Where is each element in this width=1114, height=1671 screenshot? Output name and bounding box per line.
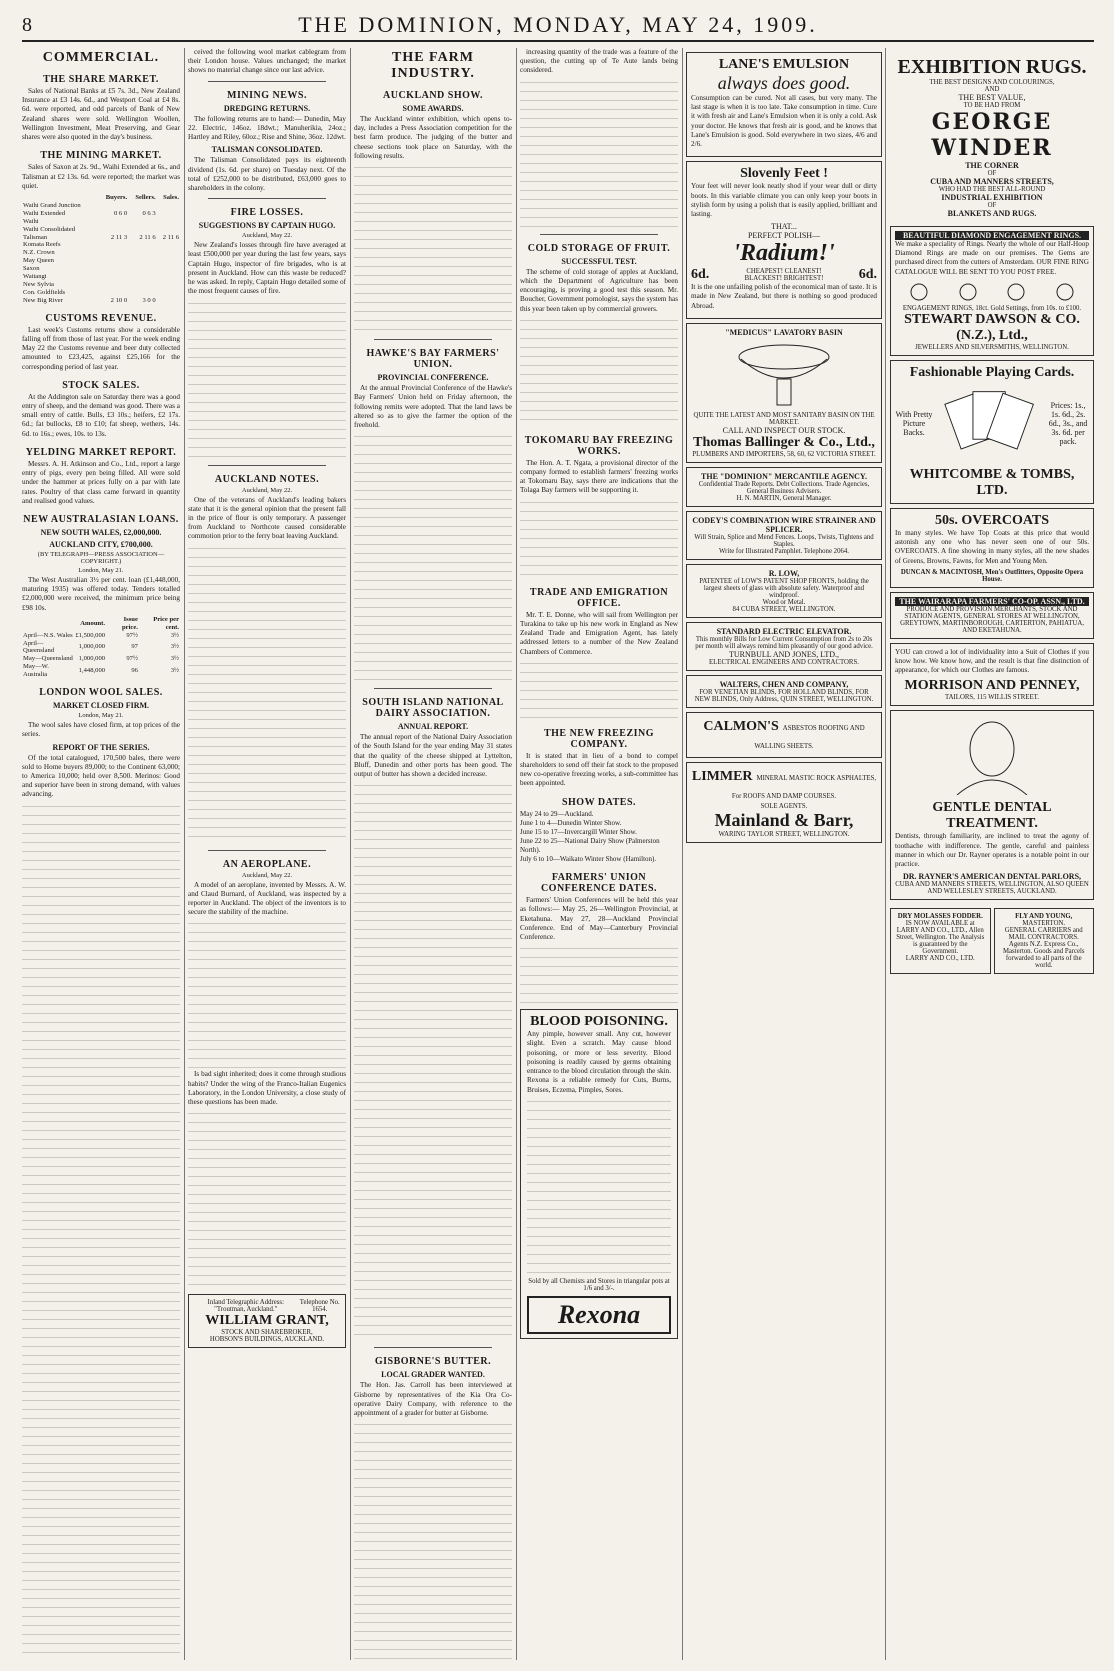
ad-text: OF [987, 202, 997, 209]
table-row: April—N.S. Wales £1,500,000 97½ 3½ [23, 631, 179, 639]
section-heading: COMMERCIAL. [42, 50, 160, 65]
article-heading: THE NEW FREEZING COMPANY. [543, 727, 655, 750]
ring-icon [908, 280, 930, 302]
body-text-lines [188, 545, 346, 845]
overcoats-ad [890, 508, 1094, 588]
ad-text: Consumption can be cured. Not all cases, but very many. The last stage is when it is too late. Take consumption in time. Cure it with fresh air and Lane's Emulsion when it is only a cold. Ask your doctor. He knows that fresh air is good, and he knows that Lane's Emulsion is good. Sold everywhere in two sizes, 4/6 and 2/6. [691, 94, 877, 149]
rexona-ad [520, 1009, 678, 1339]
article-text: The Talisman Consolidated pays its eighteenth dividend (1s. 6d. per share) on Tuesday next. Of the total of £252,000 to be distributed, £63,000 goes to shareholders in the colony. [188, 156, 346, 192]
column-rule [516, 48, 517, 1660]
ad-text: PLUMBERS AND IMPORTERS, 58, 60, 62 VICTORIA STREET. [692, 450, 876, 458]
lanes-emulsion-ad [686, 52, 882, 157]
divider [374, 688, 492, 689]
ad-heading: Mainland & Barr, [714, 809, 854, 830]
ad-heading: EXHIBITION RUGS. [897, 56, 1087, 78]
ad-text: HOBSON'S BUILDINGS, AUCKLAND. [209, 1336, 325, 1344]
dental-ad [890, 710, 1094, 900]
article-subheading: AUCKLAND CITY, £700,000. [49, 539, 153, 549]
ad-text: Sold by all Chemists and Stores in triangular pots at 1/6 and 3/-. [528, 1277, 670, 1292]
article-text: The Hon. A. T. Ngata, a provisional director of the company formed to establish farmers' freezing works at Tokomaru Bay, says there are indications that the Tolaga Bay farmers will be supporting it. [520, 458, 678, 495]
article-heading: AN AEROPLANE. [222, 858, 312, 870]
ad-text: PATENTEE of LOW'S PATENT SHOP FRONTS, holding the largest sheets of glass with absolute safety. Waterproof and windproof. [699, 577, 869, 599]
article-text: The following returns are to hand:— Dunedin, May 22. Electric, 146oz. 18dwt.; Manuherikia, 24oz.; Hartley and Riley, 60oz.; Rise and Shine, 36oz. 12dwt. [188, 114, 346, 142]
divider [374, 1347, 492, 1348]
ring-icon [1054, 280, 1076, 302]
list-item: June 1 to 4—Dunedin Winter Show. [520, 818, 622, 827]
table-row: N.Z. Crown [23, 249, 55, 257]
body-text-lines [520, 499, 678, 579]
ad-heading: Thomas Ballinger & Co., Ltd., [693, 434, 875, 450]
column-news-2 [520, 48, 678, 1660]
body-text-lines [520, 79, 678, 229]
body-text-lines [354, 433, 512, 683]
article-heading: STOCK SALES. [62, 379, 140, 391]
byline: (BY TELEGRAPH—PRESS ASSOCIATION—COPYRIGHT.) [37, 550, 165, 565]
article-text: increasing quantity of the trade was a feature of the question, the cutting up of Te Aute lands being considered. [520, 48, 678, 75]
loans-table: Amount. Issue price. Price per cent. April—N.S. Wales £1,500,000 97½ 3½ April—Queensland 1,000,000 97 3½ May—Queensland 1,000,000 97½ 3½ May—W. Australia 1,448,000 96 3½ [23, 615, 179, 679]
section-heading: THE FARM INDUSTRY. [391, 50, 475, 81]
article-text: At the Addington sale on Saturday there was a good entry of sheep, and the demand was good. There was a small entry of cattle. Bulls, £3 10s.; heifers, £2 17s. 6d.; fat bullocks, £8 to £10; fat sheep, wethers, 14s. 6d. to 16s.; ewes, 10s. to 13s. [22, 392, 180, 438]
article-text: Sales of National Banks at £5 7s. 3d., New Zealand Insurance at £3 14s. 6d., and Westport Coal at £4 8s. 6d. were reported, and odd parcels of Bank of New Zealand shares were sold. Wellington Woollen, Wellington Investment, Meat Preserving, and Gear shares were also quoted in the day's business. [22, 87, 180, 142]
cards-fan-illustration [933, 382, 1047, 466]
ad-text: ASBESTOS ROOFING AND WALLING SHEETS. [754, 724, 865, 750]
ad-heading: CODEY'S COMBINATION WIRE STRAINER AND SPLICER. [692, 515, 876, 534]
dateline: London, May 21. [78, 712, 124, 720]
ad-heading: FLY AND YOUNG, [1015, 913, 1073, 921]
article-subheading: TALISMAN CONSOLIDATED. [211, 145, 323, 155]
article-text: Is bad sight inherited; does it come through studious habits? Under the wing of the Franco-Italian Eugenics Laboratory, in the London University, a close study of these questions has been made. [188, 1070, 346, 1107]
article-text: Mr. T. E. Donne, who will sail from Wellington per Turakina to take up his new work in England as New Zealand Trade and Emigration Agent, has lately addressed letters to a number of the New Zealand Chambers of Commerce. [520, 610, 678, 656]
table-row: Waihi Extended 0 6 0 0 6 3 [23, 209, 156, 217]
column-farm [354, 48, 512, 1660]
ad-text: THAT... [771, 222, 797, 232]
ad-text: GENERAL CARRIERS and MAIL CONTRACTORS. Agents N.Z. Express Co., Masterton. Goods and Parcels forwarded to all parts of the world. [1002, 927, 1085, 970]
table-row: Saxon [23, 265, 40, 273]
ad-heading: BEAUTIFUL DIAMOND ENGAGEMENT RINGS. [895, 231, 1089, 240]
mercantile-agency-ad [686, 467, 882, 507]
ad-heading: CALMON'S [703, 718, 779, 734]
body-text-lines [527, 1098, 671, 1278]
ad-text: THE BEST VALUE, [958, 93, 1026, 102]
ad-text: STOCK AND SHAREBROKER, [221, 1329, 313, 1337]
ad-text: Any pimple, however small. Any cut, however slight. Even a scratch. May cause blood poisoning, or more or less severity. Blood poisoning is readily caused by germs obtaining entrance to the blood circulation through the skin. Rexona is a reliable remedy for Cuts, Burns, Bruises, Eczema, Pimples, Sores. [527, 1030, 671, 1094]
dentist-portrait-illustration [937, 715, 1047, 795]
ad-text: MINERAL MASTIC ROCK ASPHALTES, For ROOFS AND DAMP COURSES. [731, 774, 877, 800]
ad-text: CALL AND INSPECT OUR STOCK. [722, 425, 846, 435]
ad-heading: "MEDICUS" LAVATORY BASIN [725, 327, 843, 337]
ad-text: Your feet will never look neatly shod if your wear dull or dirty boots. In this variable climate you can only keep your boots in stylish form by using a polish that is easily applied, brilliant and lasting. [691, 182, 877, 218]
ad-text: We make a speciality of Rings. Nearly the whole of our Half-Hoop Diamond Rings are made on our premises. The Gems are purchased direct from the cutters of Amsterdam. OUR FINE RING CATALOGUE WILL BE SENT TO YOU POST FREE. [895, 240, 1089, 276]
exhibition-rugs-ad [890, 52, 1094, 222]
article-heading: FARMERS' UNION CONFERENCE DATES. [540, 872, 658, 895]
article-text: A model of an aeroplane, invented by Messrs. A. W. and Claud Burnard, of Auckland, was inspected by a reporter in Auckland. The object of the inventors is to secure the stability of the machine. [188, 880, 346, 917]
masthead [22, 10, 1094, 42]
body-text-lines [188, 920, 346, 1070]
ring-illustrations [895, 280, 1089, 302]
column-news [188, 48, 346, 1660]
table-row: May—W. Australia 1,448,000 96 3½ [23, 663, 179, 679]
dateline: Auckland, May 22. [241, 486, 293, 494]
ads-right-stack [890, 48, 1094, 978]
ad-text: WHO HAD THE BEST ALL-ROUND [938, 186, 1046, 193]
ad-heading: STEWART DAWSON & CO. (N.Z.), Ltd., [904, 311, 1080, 343]
ad-text: FOR VENETIAN BLINDS, FOR HOLLAND BLINDS, FOR NEW BLINDS, Only Address, QUIN STREET, WELLINGTON. [694, 688, 874, 703]
divider [374, 339, 492, 340]
cards-row [895, 381, 1089, 467]
ad-text: Prices: 1s., 1s. 6d., 2s. 6d., 3s., and 3s. 6d. per pack. [1048, 401, 1088, 447]
ad-text: 84 CUBA STREET, WELLINGTON. [732, 605, 836, 613]
ad-heading: GENTLE DENTAL TREATMENT. [932, 800, 1052, 832]
divider [208, 198, 326, 199]
ad-tagline: always does good. [717, 73, 851, 93]
ad-heading: DRY MOLASSES FODDER. [897, 913, 983, 921]
body-text-lines [354, 164, 512, 334]
ad-text: Inland Telegraphic Address: "Troutman, Auckland." [207, 1299, 284, 1314]
ring-icon [1005, 280, 1027, 302]
ad-text: In many styles. We have Top Coats at this price that would astonish any one who has never seen one of our 50s. OVERCOATS. A fine showing in many styles, all the new shades of Greens, Browns, Fawns, for Men and Young Men. [895, 528, 1089, 565]
article-heading: CUSTOMS REVENUE. [45, 312, 157, 324]
ad-heading: WALTERS, CHEN AND COMPANY, [719, 679, 849, 689]
article-text: ceived the following wool market cablegram from their London house. Values unchanged; the market shows no material change since our last advice. [188, 48, 346, 75]
list-item: May 24 to 29—Auckland. [520, 809, 594, 818]
ad-text: OF [987, 170, 997, 177]
article-subheading: MARKET CLOSED FIRM. [52, 701, 150, 711]
ad-text: Will Strain, Splice and Mend Fences. Loops, Twists, Tightens and Staples. [694, 533, 874, 548]
article-heading: AUCKLAND SHOW. [383, 90, 483, 101]
ad-text: INDUSTRIAL EXHIBITION [941, 193, 1043, 202]
ad-heading: WHITCOMBE & TOMBS, LTD. [909, 466, 1075, 498]
article-heading: NEW AUSTRALASIAN LOANS. [23, 513, 179, 525]
table-row: May Queen [23, 257, 54, 265]
ad-text: With Pretty Picture Backs. [895, 410, 933, 438]
mining-table: Buyers. Sellers. Sales. Waihi Grand Junction Waihi Extended 0 6 0 0 6 3 Waihi Waihi Consolidated Talisman 2 11 3 2 11 6 2 11 6 Komata Reefs N.Z. Crown May Queen Saxon Waitangi New Sylvia Con. Goldfields New Big River 2 10 0 3 0 0 [23, 193, 179, 304]
article-subheading: DREDGING RETURNS. [223, 103, 311, 113]
wairarapa-ad [890, 592, 1094, 639]
ad-heading: 50s. OVERCOATS [934, 512, 1050, 528]
basin-illustration [729, 337, 839, 407]
article-heading: THE MINING MARKET. [40, 150, 162, 162]
table-row: Waihi [23, 217, 39, 225]
ad-heading: DR. RAYNER'S AMERICAN DENTAL PARLORS, [902, 872, 1082, 882]
table-row: Waihi Grand Junction [23, 201, 81, 209]
article-heading: HAWKE'S BAY FARMERS' UNION. [366, 348, 500, 371]
article-heading: MINING NEWS. [227, 89, 307, 101]
body-text-lines [354, 1421, 512, 1660]
column-ads [686, 48, 1094, 1660]
playing-cards-ad [890, 360, 1094, 504]
article-text: At the annual Provincial Conference of the Hawke's Bay Farmers' Union held on Friday afternoon, the following remits were adopted. That the land laws be altered so as to give the farmer the option of the freehold. [354, 384, 512, 429]
column-rule [350, 48, 351, 1660]
list-item: June 15 to 17—Invercargill Winter Show. [520, 827, 637, 836]
article-text: The Hon. Jas. Carroll has been interviewed at Gisborne by representatives of the Kia Ora Co-operative Dairy Company, with reference to the appointment of a grader for butter at Gisborne. [354, 1381, 512, 1417]
article-heading: LONDON WOOL SALES. [39, 687, 163, 699]
article-subheading: ANNUAL REPORT. [397, 722, 469, 732]
article-text: The West Australian 3½ per cent. loan (£1,448,000, maturing 1935) was offered today. Tenders totalled £2,000,000 were received, the minimum price being £98 10s. [22, 575, 180, 612]
ad-heading: GEORGE WINDER [931, 109, 1053, 161]
ad-text: This monthly Bills for Low Current Consumption from 2s to 20s per month will always remind him pleasantly of our good advice. [695, 635, 873, 650]
article-heading: TOKOMARU BAY FREEZING WORKS. [524, 434, 674, 457]
ad-text: DUNCAN & MACINTOSH, Men's Outfitters, Opposite Opera House. [900, 568, 1084, 583]
ad-text: MASTERTON. [1022, 920, 1066, 928]
article-text: Messrs. A. H. Atkinson and Co., Ltd., report a large entry of pigs, every pen being filled. All were sold under the hammer at prices fully on a par with late rates. Poultry of that class came forward in quantity and realised good values. [22, 459, 180, 505]
diamond-rings-ad [890, 226, 1094, 356]
bottom-ads-row [890, 904, 1094, 978]
divider [208, 850, 326, 851]
article-heading: COLD STORAGE OF FRUIT. [527, 242, 671, 254]
page-title: THE DOMINION, MONDAY, MAY 24, 1909. [298, 12, 818, 37]
radium-polish-ad [686, 161, 882, 319]
list-item: July 6 to 10—Waikato Winter Show (Hamilton). [520, 855, 657, 864]
ad-text: JEWELLERS AND SILVERSMITHS, WELLINGTON. [915, 343, 1069, 351]
rexona-logo: Rexona [527, 1296, 671, 1334]
ad-text: Dentists, through familiarity, are inclined to treat the agony of toothache with indifference. The gentle, careful and painless manner in which our Dr. Rayner operates is a notable point in our practice. [895, 832, 1089, 869]
article-subheading: REPORT OF THE SERIES. [52, 742, 150, 752]
article-subheading: PROVINCIAL CONFERENCE. [377, 373, 489, 383]
ad-text: ENGAGEMENT RINGS, 18ct. Gold Settings, from 10s. to £100. [902, 304, 1082, 312]
ad-heading: Fashionable Playing Cards. [909, 364, 1075, 380]
article-heading: YELDING MARKET REPORT. [25, 446, 177, 458]
ad-text: THE BEST DESIGNS AND COLOURINGS, [929, 79, 1055, 86]
ad-text: H. N. MARTIN, General Manager. [736, 494, 832, 502]
ad-price: 6d. [858, 267, 877, 283]
body-text-lines [520, 660, 678, 720]
ad-text: ELECTRICAL ENGINEERS AND CONTRACTORS. [709, 658, 859, 666]
article-text: The annual report of the National Dairy Association of the South Island for the year ending May 31 states that the quality of the cheese shipped at Lyttelton, Bluff, Dunedin and other ports has been good. The output of butter has shown a decided increase. [354, 733, 512, 779]
body-text-lines [22, 803, 180, 1660]
ad-text: PRODUCE AND PROVISION MERCHANTS, STOCK AND STATION AGENTS, GENERAL STORES AT WELLINGTON, GREYTOWN, MARTINBOROUGH, CARTERTON, PAHIATUA, AND EKETAHUNA. [900, 605, 1084, 634]
ad-heading: LIMMER [691, 768, 753, 784]
ad-text: It is the one unfailing polish of the economical man of taste. It is made in New Zealand, but there is nothing so good produced Abroad. [691, 283, 877, 310]
stockbroker-ad [188, 1294, 346, 1348]
ad-text: Telephone No. 1654. [299, 1299, 340, 1314]
molasses-ad [890, 908, 991, 974]
article-text: Sales of Saxon at 2s. 9d., Waihi Extended at 6s., and Talisman at £2 13s. 6d. were reported; the market was quiet. [22, 163, 180, 190]
table-row: New Sylvia [23, 280, 54, 288]
article-text: New Zealand's losses through fire have averaged at least £500,000 per year during the last few years, says Captain Hugo, inspector of fire brigades, who is at present in Auckland. How can this waste be reduced? he was asked. In reply, Captain Hugo detailed some of the most frequent causes of fire. [188, 241, 346, 296]
ad-text: WARING TAYLOR STREET, WELLINGTON. [718, 830, 850, 838]
ad-text: SOLE AGENTS. [760, 802, 808, 810]
table-row: Waihi Consolidated [23, 225, 76, 233]
divider [540, 234, 658, 235]
body-text-lines [520, 317, 678, 427]
morrison-penney-ad [890, 643, 1094, 707]
ad-text: BLANKETS AND RUGS. [947, 209, 1037, 218]
table-row: Talisman 2 11 3 2 11 6 2 11 6 [23, 233, 179, 241]
ad-text: Write for Illustrated Pamphlet. Telephone 2064. [719, 547, 849, 555]
table-row: Komata Reefs [23, 241, 61, 249]
column-rule [682, 48, 683, 1660]
ad-text: TURNBULL AND JONES, LTD., [728, 649, 840, 659]
table-row: April—Queensland 1,000,000 97 3½ [23, 639, 179, 655]
walters-blinds-ad [686, 675, 882, 708]
ring-icon [957, 280, 979, 302]
ad-text: QUITE THE LATEST AND MOST SANITARY BASIN ON THE MARKET. [693, 411, 875, 426]
article-heading: SOUTH ISLAND NATIONAL DAIRY ASSOCIATION. [362, 697, 504, 720]
table-row: New Big River 2 10 0 3 0 0 [23, 296, 156, 304]
article-subheading: SOME AWARDS. [402, 104, 464, 113]
limmer-ad [686, 762, 882, 843]
article-subheading: NEW SOUTH WALES, £2,000,000. [40, 527, 162, 537]
article-text: The scheme of cold storage of apples at Auckland, which the Department of Agriculture has been encouraging, is proving a good test this season. Mr. Boucher, Government pomologist, says the system has this year been taken up by commercial growers. [520, 267, 678, 313]
ad-heading: LANE'S EMULSION [718, 57, 850, 72]
list-item: June 22 to 25—National Dairy Show (Palmerston North). [520, 836, 660, 854]
page-number: 8 [22, 14, 32, 36]
ad-text: AND [984, 86, 1000, 93]
ad-text: CUBA AND MANNERS STREETS, WELLINGTON, ALSO QUEEN AND WELLESLEY STREETS, AUCKLAND. [895, 881, 1089, 896]
article-text: Farmers' Union Conferences will be held this year as follows:— May 25, 26—Wellington Provincial, at Eketahuna. May 27, 28—Auckland Provincial Conference. End of May—Canterbury Provincial Conference. [520, 896, 678, 942]
article-text: The wool sales have closed firm, at top prices of the series. [22, 721, 180, 739]
ad-text: CUBA AND MANNERS STREETS, [930, 177, 1054, 186]
table-row: May—Queensland 1,000,000 97½ 3½ [23, 655, 179, 663]
article-heading: AUCKLAND NOTES. [214, 473, 320, 485]
show-dates-list [520, 810, 678, 865]
ad-heading: BLOOD POISONING. [530, 1014, 668, 1030]
calmon-ad [686, 712, 882, 758]
ad-heading: THE WAIRARAPA FARMERS' CO-OP. ASSN., LTD. [895, 597, 1089, 606]
article-text: One of the veterans of Auckland's leading bakers state that it is the general opinion that the present fall in the price of flour is only temporary. A passenger from Auckland to Northcote caused considerable commotion prior to the ferry boat leaving Auckland. [188, 495, 346, 541]
ad-text: Confidential Trade Reports. Debt Collections. Trade Agencies, General Business Advisers. [698, 480, 870, 495]
elevator-ad [686, 622, 882, 671]
low-shopfront-ad [686, 564, 882, 618]
ad-text: IS NOW AVAILABLE at LARRY AND CO., LTD., Allen Street, Wellington. The Analysis is guaranteed by the Government. [896, 920, 985, 956]
table-row: Con. Goldfields [23, 288, 66, 296]
ad-text: THE CORNER [965, 161, 1019, 170]
body-text-lines [354, 782, 512, 1342]
basin-ad [686, 323, 882, 463]
article-heading: GISBORNE'S BUTTER. [374, 1356, 492, 1368]
ad-heading: MORRISON AND PENNEY, [904, 678, 1080, 694]
body-text-lines [520, 945, 678, 1005]
article-subheading: LOCAL GRADER WANTED. [381, 1370, 485, 1380]
ad-text: TAILORS, 115 WILLIS STREET. [945, 694, 1039, 702]
article-heading: TRADE AND EMIGRATION OFFICE. [529, 586, 669, 609]
table-row: Waitangi [23, 273, 47, 281]
ad-text: LARRY AND CO., LTD. [905, 955, 975, 963]
fly-young-ad [994, 908, 1095, 974]
divider [208, 81, 326, 82]
article-subheading: SUGGESTIONS BY CAPTAIN HUGO. [198, 221, 336, 231]
ad-text: TO BE HAD FROM [963, 102, 1021, 109]
article-heading: FIRE LOSSES. [230, 207, 304, 219]
article-heading: THE SHARE MARKET. [43, 74, 159, 85]
body-text-lines [188, 300, 346, 460]
ad-heading: THE "DOMINION" MERCANTILE AGENCY. [701, 471, 867, 481]
ad-heading: Slovenly Feet ! [740, 166, 828, 182]
article-text: It is stated that in lieu of a bond to compel shareholders to send off their fat stock to the proposed new co-operative freezing works, a sub-committee has been appointed. [520, 751, 678, 788]
ad-heading: STANDARD ELECTRIC ELEVATOR. [716, 626, 852, 636]
body-text-lines [188, 1110, 346, 1290]
divider [208, 465, 326, 466]
column-rule [184, 48, 185, 1660]
dateline: Auckland, May 22. [241, 871, 293, 879]
ad-heading: R. LOW, [768, 568, 800, 578]
dateline: London, May 21. [78, 566, 124, 574]
article-text: Last week's Customs returns show a considerable falling off from those of last year. For the week ending May 22 the Customs revenue and beer duty collected amounted to £23,425, against £25,166 for the corresponding period of last year. [22, 325, 180, 371]
ads-left-stack [686, 48, 882, 847]
ad-text: Wood or Metal. [762, 598, 806, 606]
article-subheading: SUCCESSFUL TEST. [561, 256, 637, 266]
article-text: The Auckland winter exhibition, which opens to-day, includes a Press Association competition for the best farm produce. The judging of the butter and cheese sections took place on Saturday, with the following results. [354, 115, 512, 160]
ad-text: PERFECT POLISH— [747, 231, 821, 241]
article-text: Of the total catalogued, 170,500 bales, there were sold to Home buyers 89,000; to the Continent 63,000; to America 10,000; held over 8,500. Merinos: Good and superior have been in strong demand, with values advancing. [22, 753, 180, 799]
ad-price: 6d. [691, 267, 710, 283]
dateline: Auckland, May 22. [241, 232, 293, 240]
article-heading: SHOW DATES. [561, 796, 637, 808]
radium-logo: 'Radium!' [733, 240, 835, 267]
ad-text: CHEAPEST! CLEANEST! BLACKEST! BRIGHTEST! [744, 268, 824, 283]
ad-text: YOU can crowd a lot of individuality into a Suit of Clothes if you know how. We know how, and the result is that fine distinction of appearance, for which our Clothes are famous. [895, 647, 1089, 675]
ad-heading: WILLIAM GRANT, [205, 1313, 329, 1329]
codey-strainer-ad [686, 511, 882, 560]
column-commercial [22, 48, 180, 1660]
